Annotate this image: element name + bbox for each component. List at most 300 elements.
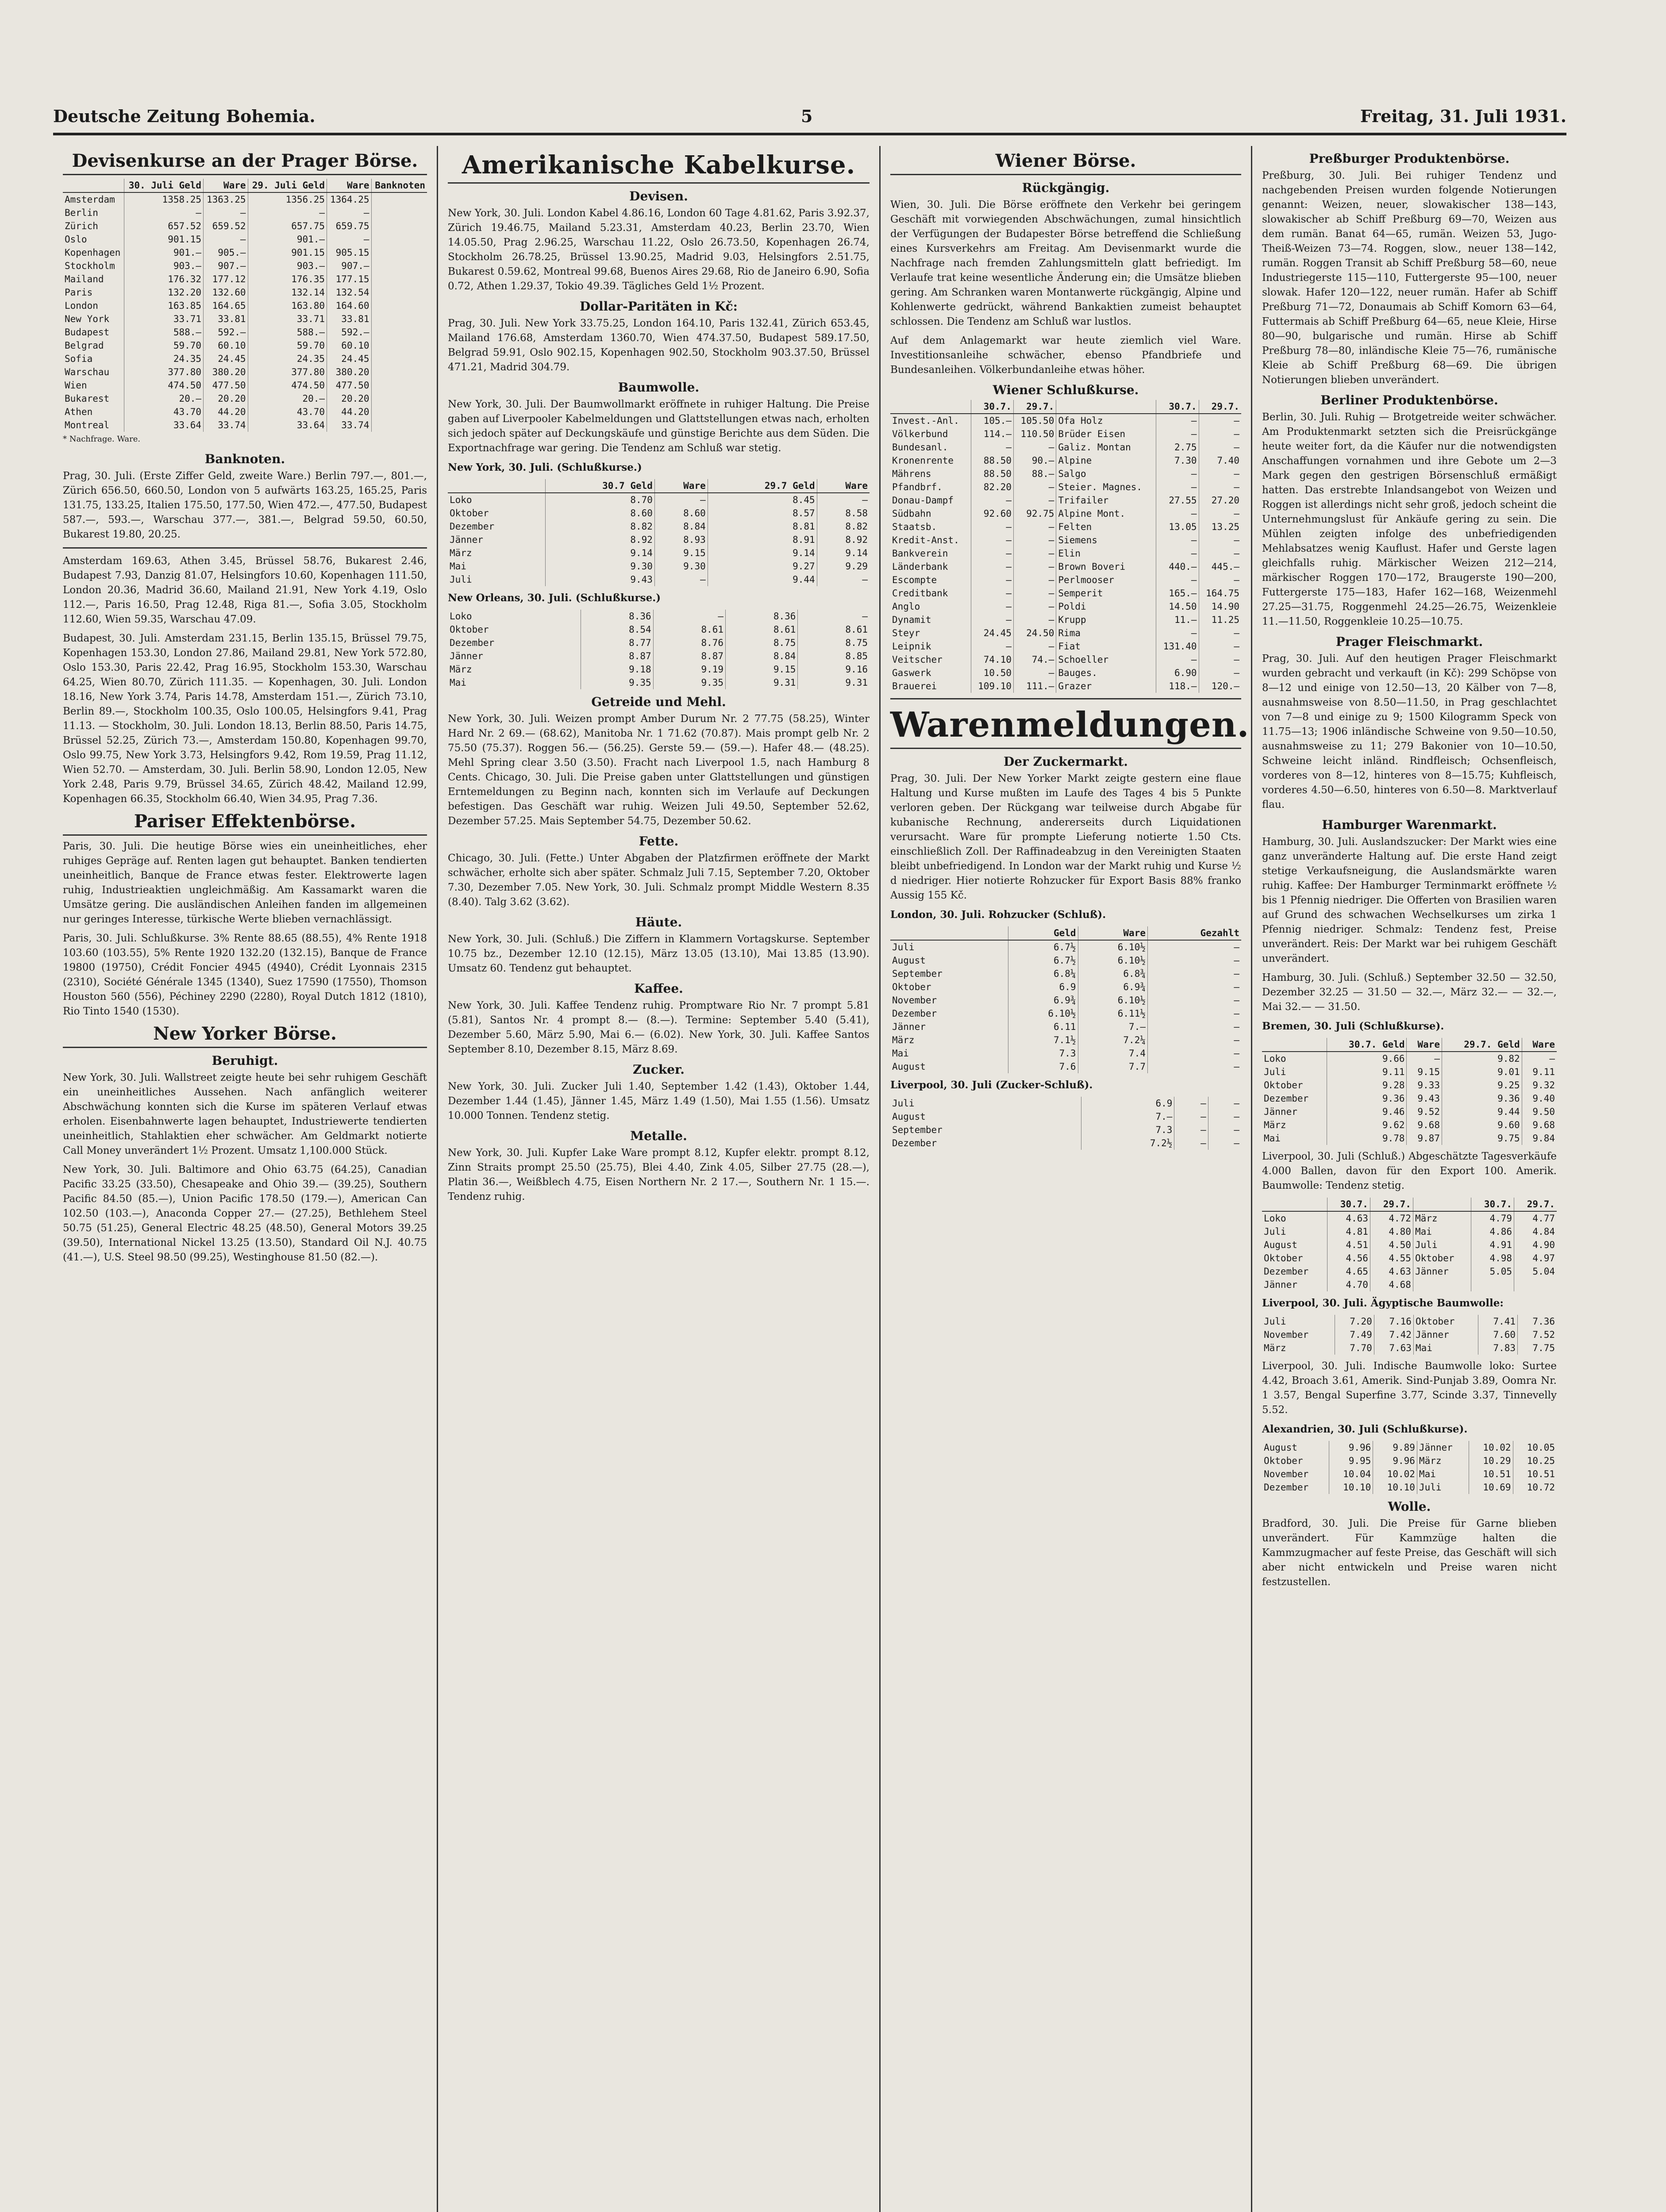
- table-cell: 164.75: [1199, 587, 1241, 600]
- table-cell: 176.32: [124, 273, 204, 286]
- table-cell: 132.20: [124, 286, 204, 299]
- table-cell: 659.75: [327, 219, 371, 233]
- table-cell: —: [1208, 1137, 1241, 1150]
- table-cell: 4.56: [1327, 1252, 1370, 1265]
- table-cell: —: [204, 233, 248, 246]
- table-cell: Elin: [1056, 547, 1156, 560]
- table-row: [890, 1137, 1241, 1150]
- header-cell: Ware: [327, 179, 371, 192]
- header-cell: 29.7. Geld: [1442, 1038, 1522, 1052]
- table-cell: 88.50: [971, 467, 1013, 480]
- bremen-rows: [1262, 1052, 1557, 1145]
- table-cell: 9.36: [1442, 1092, 1522, 1105]
- egypt-rows: [1262, 1315, 1557, 1355]
- table-cell: —: [1199, 467, 1241, 480]
- table-cell: 165.—: [1156, 587, 1199, 600]
- table-cell: Mailand: [65, 274, 104, 284]
- egypt-label: Liverpool, 30. Juli. Ägyptische Baumwolle:: [1262, 1297, 1504, 1309]
- table-cell: —: [1156, 507, 1199, 520]
- table-cell: 33.74: [204, 419, 248, 432]
- table-cell: 901.—: [248, 233, 327, 246]
- table-cell: März: [1264, 1343, 1286, 1353]
- table-row: [448, 649, 870, 663]
- table-row: [1262, 1328, 1557, 1341]
- column-4: [1252, 146, 1566, 2212]
- table-cell: 9.32: [1522, 1079, 1557, 1092]
- table-row: [63, 286, 427, 299]
- table-cell: 901.—: [124, 246, 204, 259]
- header-cell: Ware: [817, 479, 870, 493]
- header-cell: 30.7.: [1327, 1198, 1370, 1211]
- table-row: [448, 507, 870, 520]
- table-cell: 6.10½: [1008, 1007, 1078, 1020]
- cotton-no-rows: [448, 610, 870, 689]
- table-cell: 10.69: [1469, 1481, 1513, 1494]
- table-cell: —: [1147, 967, 1241, 980]
- table-cell: 24.35: [124, 352, 204, 365]
- table-cell: 8.85: [798, 649, 870, 663]
- table-cell: Gaswerk: [892, 668, 931, 678]
- table-row: [63, 219, 427, 233]
- table-cell: 7.—: [1078, 1020, 1147, 1033]
- table-cell: —: [1522, 1052, 1557, 1065]
- table-row: [448, 533, 870, 546]
- header-cell: Ware: [1078, 926, 1147, 940]
- table-cell: 14.50: [1156, 600, 1199, 613]
- table-cell: Oktober: [450, 624, 489, 635]
- devisen-note: * Nachfrage. Ware.: [63, 434, 141, 444]
- table-cell: 9.29: [817, 560, 870, 573]
- table-cell: 9.27: [708, 560, 817, 573]
- table-cell: 59.70: [248, 339, 327, 352]
- getreide-subtitle: Getreide und Mehl.: [591, 695, 726, 709]
- header-cell: Ware: [1407, 1038, 1442, 1052]
- table-cell: Mährens: [892, 469, 931, 479]
- table-cell: 9.44: [1442, 1105, 1522, 1118]
- table-cell: Wien: [65, 380, 87, 391]
- table-cell: —: [1147, 1020, 1241, 1033]
- table-row: [1262, 1341, 1557, 1355]
- banknoten-title: Banknoten.: [204, 452, 285, 466]
- schluss-rows: [890, 414, 1241, 693]
- table-row: [63, 206, 427, 219]
- table-cell: Jänner: [1264, 1106, 1297, 1117]
- table-cell: 120.—: [1199, 680, 1241, 693]
- table-cell: —: [971, 600, 1013, 613]
- table-cell: —: [817, 573, 870, 586]
- haeute-subtitle: Häute.: [635, 915, 682, 929]
- table-row: [63, 392, 427, 405]
- table-cell: 163.80: [248, 299, 327, 312]
- table-cell: Trifailer: [1056, 494, 1156, 507]
- table-cell: 9.46: [1327, 1105, 1407, 1118]
- ny-subtitle: Beruhigt.: [212, 1053, 278, 1068]
- table-cell: März: [450, 664, 472, 675]
- table-cell: 43.70: [248, 405, 327, 419]
- table-row: [890, 454, 1241, 467]
- table-cell: Berlin: [65, 207, 98, 218]
- table-row: [63, 352, 427, 365]
- schluss-title: Wiener Schlußkurse.: [993, 383, 1139, 397]
- table-cell: Dezember: [450, 521, 495, 532]
- table-cell: 7.49: [1335, 1328, 1374, 1341]
- table-cell: —: [1147, 1007, 1241, 1020]
- table-cell: —: [1199, 626, 1241, 640]
- table-cell: —: [1147, 954, 1241, 967]
- table-cell: 10.05: [1513, 1441, 1557, 1454]
- table-cell: Anglo: [892, 601, 920, 612]
- table-cell: 13.05: [1156, 520, 1199, 534]
- table-cell: Schoeller: [1056, 653, 1156, 666]
- haeute-text: New York, 30. Juli. (Schluß.) Die Ziffern in Klammern Vortagskurse. September 10.75 bz., Dezember 12.10 (12.15), März 13.05 (13.10), Mai 13.85 (13.90). Umsatz 60. Tendenz gut behauptet.: [448, 933, 870, 974]
- table-cell: 8.36: [581, 610, 653, 623]
- table-cell: 131.40: [1156, 640, 1199, 653]
- table-row: [1262, 1092, 1557, 1105]
- header-cell: 30.7.: [1471, 1198, 1514, 1211]
- table-cell: —: [124, 206, 204, 219]
- header-cell: [890, 926, 1008, 940]
- header-cell: [448, 479, 546, 493]
- table-cell: —: [1156, 534, 1199, 547]
- table-cell: 4.90: [1514, 1238, 1557, 1252]
- table-row: [63, 312, 427, 326]
- zuckermarkt-text: Prag, 30. Juli. Der New Yorker Markt zeigte gestern eine flaue Haltung und Kurse mußten im Laufe des Tages 4 bis 5 Punkte verloren geben. Der Rückgang war teilweise durch Abgabe für kubanische Rechnung, andererseits durch Liquidationen verursacht. Ware für prompte Lieferung notierte 1.50 Cts. einschließlich Zoll. Der Raffinadeabzug in den Vereinigten Staaten bleibt unbefriedigend. In London war der Markt ruhig und Kurse ½ d niedriger. Hier notierte Rohzucker für Export Basis 88% franko Aussig 155 Kč.: [890, 773, 1241, 901]
- table-cell: 6.9¾: [1008, 994, 1078, 1007]
- table-cell: 1364.25: [327, 192, 371, 206]
- column-2: [438, 146, 881, 2212]
- table-cell: Poldi: [1056, 600, 1156, 613]
- table-cell: 588.—: [248, 326, 327, 339]
- table-cell: 9.62: [1327, 1118, 1407, 1132]
- table-cell: Zürich: [65, 221, 98, 231]
- table-row: [1262, 1278, 1557, 1291]
- table-cell: 110.50: [1013, 427, 1056, 441]
- table-row: [890, 494, 1241, 507]
- table-cell: 9.82: [1442, 1052, 1522, 1065]
- hamburg-2-text: Hamburg, 30. Juli. (Schluß.) September 32.50 — 32.50, Dezember 32.25 — 31.50 — 32.—, März 32.— — 32.—, Mai 32.— — 31.50.: [1262, 972, 1557, 1013]
- prager-fleisch-title: Prager Fleischmarkt.: [1335, 634, 1483, 649]
- zucker-header-row: [890, 926, 1241, 940]
- table-cell: November: [1264, 1469, 1309, 1479]
- table-cell: —: [1199, 441, 1241, 454]
- bremen-label: Bremen, 30. Juli (Schlußkurse).: [1262, 1020, 1444, 1032]
- table-cell: 9.52: [1407, 1105, 1442, 1118]
- table-cell: 10.25: [1513, 1454, 1557, 1467]
- table-cell: Belgrad: [65, 340, 104, 351]
- table-cell: 6.8¼: [1008, 967, 1078, 980]
- waren-title: Warenmeldungen.: [890, 705, 1241, 749]
- table-row: [448, 636, 870, 649]
- table-row: [448, 520, 870, 533]
- table-cell: 9.36: [1327, 1092, 1407, 1105]
- table-cell: —: [1147, 980, 1241, 994]
- table-cell: [371, 419, 427, 432]
- table-cell: Kronenrente: [892, 455, 954, 466]
- header-cell: 29.7.: [1013, 400, 1056, 414]
- cotton-ny-table: [448, 479, 870, 586]
- table-cell: 6.7½: [1008, 954, 1078, 967]
- table-cell: 92.60: [971, 507, 1013, 520]
- fette-subtitle: Fette.: [639, 834, 679, 849]
- table-cell: 659.52: [204, 219, 248, 233]
- table-cell: Dezember: [1264, 1482, 1309, 1493]
- table-cell: —: [204, 206, 248, 219]
- paris-quotes: Paris, 30. Juli. Schlußkurse. 3% Rente 88.65 (88.55), 4% Rente 1918 103.60 (103.55), 5% Rente 1920 132.20 (132.15), Banque de France 19800 (19750), Crédit Foncier 4945 (4940), Crédit Lyonnais 2315 (2310), Société Générale 1345 (1340), Suez 17590 (17550), Thomson Houston 560 (556), Péchiney 2290 (2280), Royal Dutch 1812 (1810), Rio Tinto 1540 (1530).: [63, 933, 427, 1017]
- table-cell: [1514, 1278, 1557, 1291]
- cotton-ny-rows: [448, 493, 870, 586]
- table-row: [1262, 1211, 1557, 1225]
- table-row: [890, 573, 1241, 587]
- table-cell: 380.20: [327, 365, 371, 379]
- table-cell: 4.79: [1471, 1211, 1514, 1225]
- table-cell: 7.52: [1518, 1328, 1557, 1341]
- table-cell: Juli: [1413, 1238, 1471, 1252]
- table-cell: Leipnik: [892, 641, 931, 652]
- table-cell: —: [971, 441, 1013, 454]
- table-cell: 10.10: [1329, 1481, 1373, 1494]
- table-row: [890, 613, 1241, 626]
- table-cell: —: [1013, 640, 1056, 653]
- baumwolle-text: New York, 30. Juli. Der Baumwollmarkt eröffnete in ruhiger Haltung. Die Preise gaben auf Liverpooler Kabelmeldungen und Glattstellungen etwas nach, erholten sich jedoch später auf Deckungskäufe und günstige Berichte aus dem Süden. Die Exportnachfrage war gering. Die Tendenz am Schluß war stetig.: [448, 399, 870, 454]
- table-cell: —: [1013, 587, 1056, 600]
- table-cell: —: [971, 520, 1013, 534]
- table-cell: —: [1199, 427, 1241, 441]
- table-cell: 1358.25: [124, 192, 204, 206]
- table-cell: 9.15: [726, 663, 798, 676]
- table-cell: 901.15: [124, 233, 204, 246]
- table-cell: Südbahn: [892, 508, 931, 519]
- table-cell: Oktober: [450, 508, 489, 518]
- table-cell: [371, 339, 427, 352]
- table-cell: 8.87: [653, 649, 725, 663]
- table-cell: 6.9: [1008, 980, 1078, 994]
- table-cell: —: [1199, 653, 1241, 666]
- table-cell: Semperit: [1056, 587, 1156, 600]
- table-row: [890, 1123, 1241, 1137]
- table-cell: [371, 405, 427, 419]
- header-cell: [890, 400, 971, 414]
- table-cell: Dezember: [1264, 1266, 1309, 1277]
- table-cell: 9.75: [1442, 1132, 1522, 1145]
- table-row: [890, 1033, 1241, 1047]
- table-cell: 164.60: [327, 299, 371, 312]
- table-row: [63, 246, 427, 259]
- table-cell: 8.60: [546, 507, 655, 520]
- header-cell: [1262, 1038, 1327, 1052]
- table-row: [1262, 1265, 1557, 1278]
- kaffee-text: New York, 30. Juli. Kaffee Tendenz ruhig. Promptware Rio Nr. 7 prompt 5.81 (5.81), Santos Nr. 4 prompt 8.— (8.—). Termine: September 5.40 (5.41), Dezember 5.60, März 5.90, Mai 6.— (6.02). New York, 30. Juli. Kaffee Santos September 8.10, Dezember 8.15, März 8.69.: [448, 1000, 870, 1055]
- table-cell: Jänner: [450, 651, 483, 661]
- table-cell: 6.9: [1081, 1097, 1174, 1110]
- table-cell: 9.11: [1522, 1065, 1557, 1079]
- getreide-text: New York, 30. Juli. Weizen prompt Amber Durum Nr. 2 77.75 (58.25), Winter Hard Nr. 2 69.— (68.62), Manitoba Nr. 1 71.62 (70.87). Mais prompt gelb Nr. 2 75.50 (75.37). Roggen 56.— (56.25). Gerste 59.— (59.—). Hafer 48.— (48.25). Mehl Spring clear 3.50 (3.50). Fracht nach Liverpool 1.5, nach Hamburg 8 Cents. Chicago, 30. Juli. Die Preise gaben unter Glattstellungen und günstigen Erntemeldungen zu Beginn nach, konnten sich im Verlaufe auf Deckungen befestigen. Das Geschäft war ruhig. Weizen Juli 49.50, September 52.62, Dezember 57.25. Mais September 54.75, Dezember 50.62.: [448, 713, 870, 827]
- table-cell: Veitscher: [892, 654, 943, 665]
- table-cell: 24.45: [204, 352, 248, 365]
- table-cell: [371, 392, 427, 405]
- table-cell: 33.71: [248, 312, 327, 326]
- table-cell: 477.50: [327, 379, 371, 392]
- table-cell: —: [653, 610, 725, 623]
- table-cell: —: [1199, 480, 1241, 494]
- hamburg-text: Hamburg, 30. Juli. Auslandszucker: Der Markt wies eine ganz unveränderte Haltung auf. Die erste Hand zeigt stetige Verkaufsneigung, die Auslandsmärkte waren ruhig. Kaffee: Der Hamburger Terminmarkt eröffnete ½ bis 1 Pfennig niedriger. Die Offerten von Brasilien waren auf Grund des schwachen Wechselkurses um zirka 1 Pfennig niedriger. Schmalz: Tendenz fest, Preise unverändert. Reis: Der Markt war bei ruhigem Geschäft unverändert.: [1262, 836, 1557, 964]
- table-cell: 177.12: [204, 273, 248, 286]
- table-cell: 7.70: [1335, 1341, 1374, 1355]
- table-cell: 6.9¾: [1078, 980, 1147, 994]
- wolle-title: Wolle.: [1388, 1499, 1431, 1514]
- table-cell: 9.78: [1327, 1132, 1407, 1145]
- table-cell: 9.68: [1522, 1118, 1557, 1132]
- table-row: [63, 299, 427, 312]
- table-cell: Stockholm: [65, 261, 115, 271]
- table-cell: 901.15: [248, 246, 327, 259]
- table-cell: 7.—: [1081, 1110, 1174, 1123]
- table-cell: 33.64: [124, 419, 204, 432]
- header-cell: Ware: [654, 479, 708, 493]
- table-cell: Mai: [1417, 1467, 1469, 1481]
- header-cell: 29.7 Geld: [708, 479, 817, 493]
- table-cell: 7.40: [1199, 454, 1241, 467]
- table-cell: 907.—: [327, 259, 371, 273]
- table-cell: Jänner: [1413, 1328, 1478, 1341]
- table-cell: Warschau: [65, 367, 110, 377]
- table-cell: —: [1156, 467, 1199, 480]
- table-cell: 177.15: [327, 273, 371, 286]
- table-cell: —: [1013, 520, 1056, 534]
- table-cell: 4.81: [1327, 1225, 1370, 1238]
- table-cell: Loko: [450, 611, 472, 622]
- bremen-header-row: [1262, 1038, 1557, 1052]
- header-cell: 30.7.: [971, 400, 1013, 414]
- table-cell: 8.75: [726, 636, 798, 649]
- table-cell: Alpine Mont.: [1056, 507, 1156, 520]
- table-row: [448, 663, 870, 676]
- table-row: [890, 1007, 1241, 1020]
- table-cell: Brüder Eisen: [1056, 427, 1156, 441]
- table-cell: 9.66: [1327, 1052, 1407, 1065]
- table-row: [890, 653, 1241, 666]
- table-cell: Ofa Holz: [1056, 414, 1156, 427]
- table-cell: 132.54: [327, 286, 371, 299]
- paritaeten-text: Prag, 30. Juli. New York 33.75.25, London 164.10, Paris 132.41, Zürich 653.45, Mailand 176.68, Amsterdam 1360.70, Wien 474.37.50, Budapest 589.17.50, Belgrad 59.91, Oslo 902.15, Kopenhagen 902.50, Stockholm 903.37.50, Brüssel 471.21, Madrid 304.79.: [448, 318, 870, 373]
- table-cell: März: [1413, 1211, 1471, 1225]
- table-row: [1262, 1315, 1557, 1328]
- table-cell: 588.—: [124, 326, 204, 339]
- table-cell: März: [892, 1035, 915, 1045]
- table-cell: 9.89: [1373, 1441, 1417, 1454]
- table-cell: Bukarest: [65, 393, 110, 404]
- table-cell: 7.1½: [1008, 1033, 1078, 1047]
- table-cell: Creditbank: [892, 588, 948, 599]
- masthead-date: Freitag, 31. Juli 1931.: [1360, 106, 1566, 126]
- cotton-ny-label: New York, 30. Juli. (Schlußkurse.): [448, 461, 642, 473]
- table-cell: August: [1264, 1442, 1297, 1453]
- banknoten-text: Prag, 30. Juli. (Erste Ziffer Geld, zweite Ware.) Berlin 797.—, 801.—, Zürich 656.50, 660.50, London von 5 aufwärts 163.25, 165.25, Paris 131.75, 133.25, Italien 175.50, 177.50, Wien 472.—, 477.50, Budapest 587.—, 593.—, Warschau 377.—, 381.—, Belgrad 59.50, 60.50, Bukarest 19.80, 20.25.: [63, 470, 427, 540]
- table-cell: Athen: [65, 407, 93, 417]
- table-cell: 8.70: [546, 493, 655, 507]
- paritaeten-subtitle: Dollar-Paritäten in Kč:: [580, 299, 738, 314]
- table-cell: 1356.25: [248, 192, 327, 206]
- table-cell: Oktober: [1413, 1252, 1471, 1265]
- masthead: [53, 102, 1566, 135]
- table-row: [448, 493, 870, 507]
- table-cell: 9.15: [1407, 1065, 1442, 1079]
- table-cell: 111.—: [1013, 680, 1056, 693]
- table-cell: März: [1264, 1120, 1286, 1130]
- kabel-title: Amerikanische Kabelkurse.: [448, 150, 870, 184]
- table-cell: Mai: [1413, 1341, 1478, 1355]
- bremen-table: [1262, 1038, 1557, 1145]
- table-cell: Juli: [450, 574, 472, 585]
- table-cell: 903.—: [248, 259, 327, 273]
- table-row: [1262, 1441, 1557, 1454]
- table-row: [1262, 1467, 1557, 1481]
- table-cell: 6.10½: [1078, 940, 1147, 954]
- table-cell: —: [1013, 441, 1056, 454]
- table-cell: 4.80: [1370, 1225, 1413, 1238]
- table-cell: Amsterdam: [65, 194, 115, 205]
- table-cell: [371, 312, 427, 326]
- table-cell: 9.11: [1327, 1065, 1407, 1079]
- table-cell: —: [1199, 547, 1241, 560]
- table-row: [448, 560, 870, 573]
- table-row: [890, 600, 1241, 613]
- header-cell: [1262, 1198, 1327, 1211]
- table-cell: —: [327, 206, 371, 219]
- table-cell: —: [1013, 494, 1056, 507]
- table-row: [890, 666, 1241, 680]
- table-cell: 9.16: [798, 663, 870, 676]
- table-cell: 9.43: [546, 573, 655, 586]
- table-cell: —: [1156, 653, 1199, 666]
- berlin-text: Berlin, 30. Juli. Ruhig — Brotgetreide weiter schwächer. Am Produktenmarkt setzten sich die Preisrückgänge heute weiter fort, da die Käufer nur die notwendigsten Anschaffungen vornahmen und ihre Gebote um 2—3 Mark gegen den gestrigen Börsenschluß ermäßigt hatten. Das erstrebte Inlandsangebot von Weizen und Roggen ist allerdings nicht sehr groß, jedoch scheint die Unternehmungslust für Ankäufe gering zu sein. Die Mühlen zeigten infolge des unbefriedigenden Mehlabsatzes wenig Kauflust. Hafer und Gerste lagen gleichfalls ruhig. Märkischer Weizen 212—214, märkischer Roggen 170—172, Braugerste 190—200, Futtergerste 175—183, Hafer 162—168, Weizenmehl 27.25—31.75, Roggenmehl 24.25—26.75, Weizenkleie 11.—11.50, Roggenkleie 10.25—10.75.: [1262, 411, 1557, 627]
- table-cell: 7.2¼: [1078, 1033, 1147, 1047]
- table-cell: 4.51: [1327, 1238, 1370, 1252]
- table-cell: 4.72: [1370, 1211, 1413, 1225]
- table-cell: Rima: [1056, 626, 1156, 640]
- table-cell: Steier. Magnes.: [1056, 480, 1156, 494]
- divider: [63, 547, 427, 549]
- devisen-rows: [63, 192, 427, 432]
- table-cell: Pfandbrf.: [892, 482, 943, 492]
- table-row: [890, 1097, 1241, 1110]
- table-row: [890, 534, 1241, 547]
- table-cell: 9.95: [1329, 1454, 1373, 1467]
- table-cell: 377.80: [248, 365, 327, 379]
- table-cell: 6.11: [1008, 1020, 1078, 1033]
- table-cell: Mai: [450, 561, 466, 572]
- schluss-table: [890, 400, 1241, 693]
- table-cell: 477.50: [204, 379, 248, 392]
- ausland-text: Amsterdam 169.63, Athen 3.45, Brüssel 58.76, Bukarest 2.46, Budapest 7.93, Danzig 81.07, Helsingfors 10.60, Kopenhagen 111.50, London 20.36, Madrid 36.60, Mailand 21.91, New York 4.19, Oslo 112.—, Paris 16.50, Prag 12.48, Riga 81.—, Sofia 3.05, Stockholm 112.60, Wien 59.35, Warschau 47.09.: [63, 555, 427, 625]
- table-cell: —: [1208, 1123, 1241, 1137]
- table-cell: Steyr: [892, 628, 920, 638]
- table-cell: [371, 206, 427, 219]
- liverpool-label: Liverpool, 30. Juli (Schluß.) Abgeschätzte Tagesverkäufe 4.000 Ballen, davon für den Export 100. Amerik. Baumwolle: Tendenz stetig.: [1262, 1151, 1557, 1191]
- table-cell: —: [1174, 1097, 1208, 1110]
- alex-table: [1262, 1441, 1557, 1494]
- table-cell: 9.35: [653, 676, 725, 689]
- table-cell: 33.64: [248, 419, 327, 432]
- table-cell: 8.82: [546, 520, 655, 533]
- table-cell: 88.—: [1013, 467, 1056, 480]
- table-cell: 440.—: [1156, 560, 1199, 573]
- table-cell: 9.33: [1407, 1079, 1442, 1092]
- header-cell: 29.7.: [1514, 1198, 1557, 1211]
- table-row: [1262, 1454, 1557, 1467]
- table-cell: 2.75: [1156, 441, 1199, 454]
- table-cell: —: [971, 560, 1013, 573]
- table-cell: —: [1208, 1097, 1241, 1110]
